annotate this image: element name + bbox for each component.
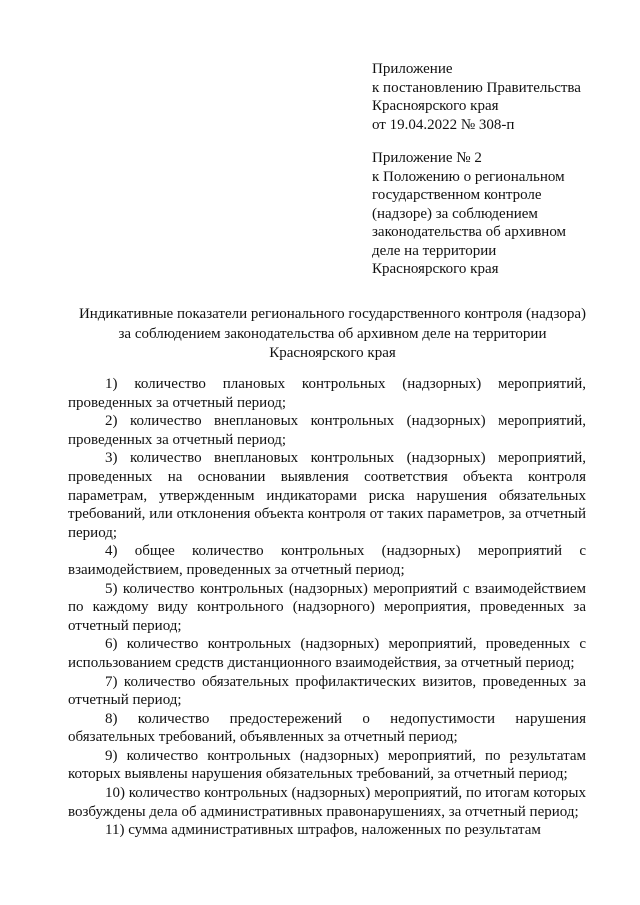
- indicator-list: [68, 375, 586, 840]
- annex-line: (надзоре) за соблюдением: [372, 205, 538, 222]
- appendix-header: [372, 60, 622, 134]
- appendix-line: Приложение: [372, 61, 453, 77]
- indicator-item: 8) количество предостережений о недопустимости нарушения обязательных требований, объявленных за отчетный период;: [68, 710, 586, 746]
- title-line: Индикативные показатели регионального государственного контроля (надзора): [78, 306, 587, 322]
- indicator-item: 6) количество контрольных (надзорных) мероприятий, проведенных с использованием средств дистанционного взаимодействия, за отчетный период;: [68, 636, 586, 671]
- indicator-item: 5) количество контрольных (надзорных) мероприятий с взаимодействием по каждому виду контрольного (надзорного) мероприятия, проведенных за отчетный период;: [68, 580, 586, 634]
- document-title: [60, 305, 605, 364]
- annex-line: государственном контроле: [372, 187, 542, 203]
- annex-line: законодательства об архивном: [372, 224, 567, 240]
- indicator-item: 7) количество обязательных профилактических визитов, проведенных за отчетный период;: [68, 673, 586, 709]
- annex-line: Красноярского края: [372, 261, 499, 277]
- annex-line: деле на территории: [372, 242, 497, 259]
- indicator-item: 10) количество контрольных (надзорных) мероприятий, по итогам которых возбуждены дела об административных правонарушениях, за отчетный период;: [68, 785, 586, 820]
- indicator-item: 2) количество внеплановых контрольных (надзорных) мероприятий, проведенных за отчетный период;: [68, 413, 586, 448]
- appendix-line: Красноярского края: [372, 98, 499, 114]
- annex-header: [372, 149, 622, 279]
- appendix-line: от 19.04.2022 № 308-п: [372, 116, 515, 133]
- indicator-item: 4) общее количество контрольных (надзорных) мероприятий с взаимодействием, проведенных за отчетный период;: [68, 543, 586, 578]
- indicator-item: 9) количество контрольных (надзорных) мероприятий, по результатам которых выявлены нарушения обязательных требований, за отчетный период;: [68, 747, 586, 783]
- annex-line: к Положению о региональном: [372, 168, 565, 185]
- indicator-item: 1) количество плановых контрольных (надзорных) мероприятий, проведенных за отчетный период;: [68, 376, 586, 411]
- indicator-item: 11) сумма административных штрафов, наложенных по результатам: [105, 822, 541, 839]
- title-line: Красноярского края: [269, 345, 396, 361]
- title-line: за соблюдением законодательства об архивном деле на территории: [118, 325, 547, 342]
- appendix-line: к постановлению Правительства: [372, 79, 581, 96]
- indicator-item: 3) количество внеплановых контрольных (надзорных) мероприятий, проведенных на основании выявления соответствия объекта контроля параметрам, утвержденным индикаторами риска нарушения обязательных требований, или отклонения объекта контроля от таких параметров, за отчетный период;: [68, 450, 586, 541]
- annex-line: Приложение № 2: [372, 150, 482, 166]
